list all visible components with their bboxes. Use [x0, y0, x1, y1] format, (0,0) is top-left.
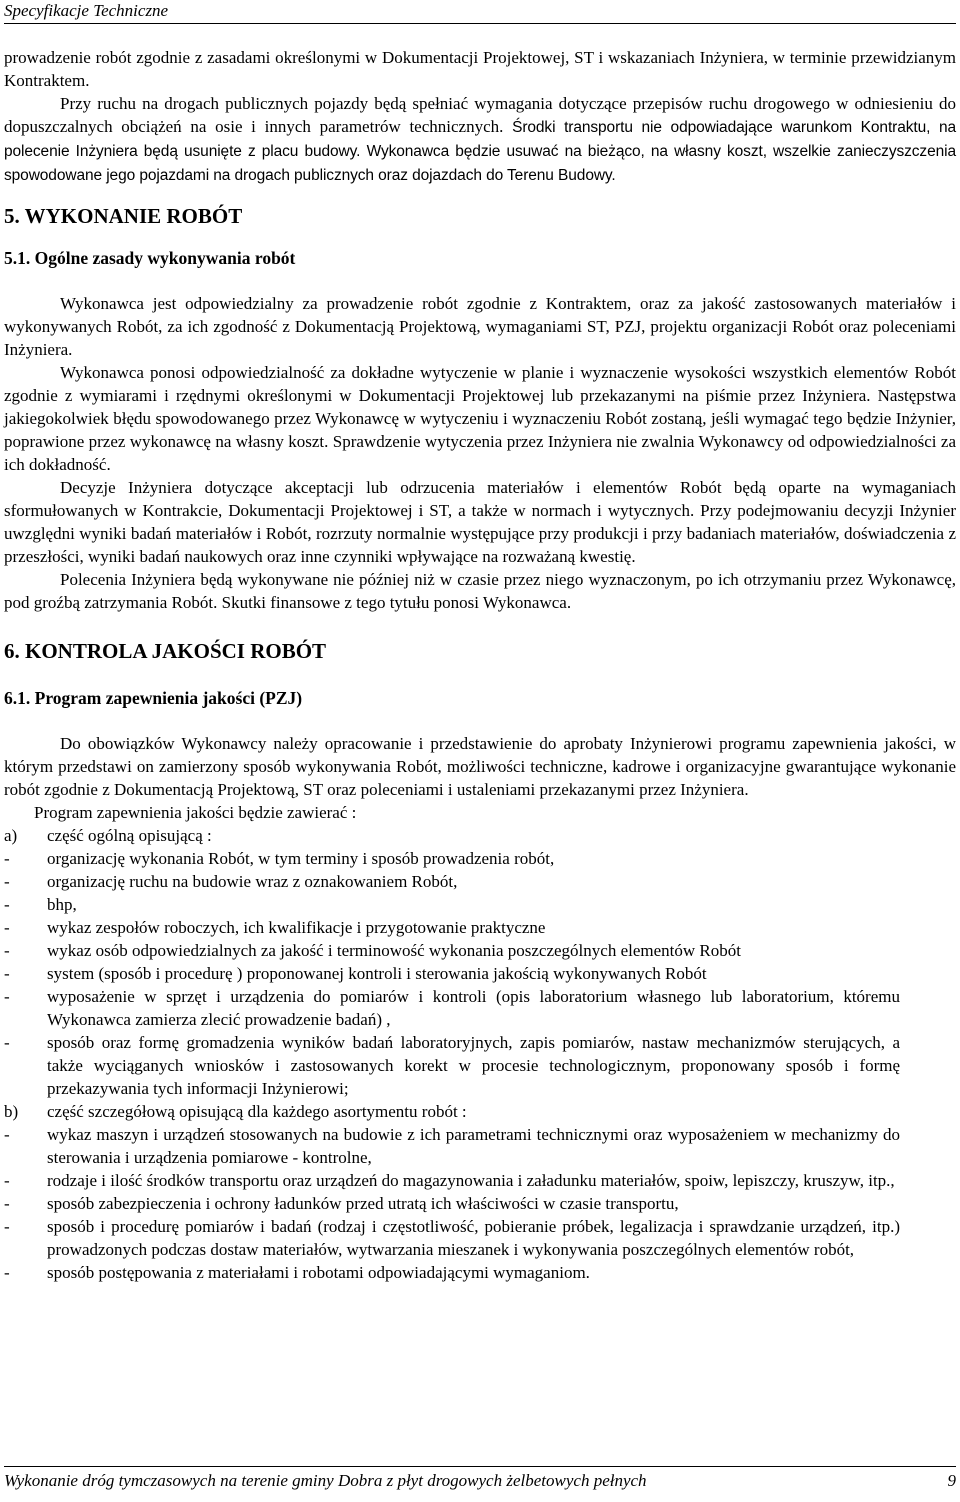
- list-marker: -: [4, 1171, 10, 1190]
- list-marker: -: [4, 1033, 10, 1052]
- list-marker: -: [4, 987, 10, 1006]
- list-marker: -: [4, 872, 10, 891]
- header-title: Specyfikacje Techniczne: [4, 1, 169, 20]
- subsection-heading-5-1: 5.1. Ogólne zasady wykonywania robót: [4, 248, 296, 268]
- page-footer: [4, 1466, 956, 1497]
- list-marker: -: [4, 849, 10, 868]
- list-marker: -: [4, 1263, 10, 1282]
- list-marker: a): [4, 826, 18, 845]
- list-item: [4, 1215, 956, 1261]
- list-item: [4, 1169, 956, 1192]
- section-heading-6: 6. KONTROLA JAKOŚCI ROBÓT: [4, 639, 327, 663]
- subsection-heading-6-1: 6.1. Program zapewnienia jakości (PZJ): [4, 688, 303, 708]
- paragraph: Wykonawca ponosi odpowiedzialność za dokładne wytyczenie w planie i wyznaczenie wysokości wszystkich elementów Robót zgodnie z wymiarami i rzędnymi określonymi w Dokumentacji Projektowej lub przekazanymi na piśmie przez Inżyniera. Następstwa jakiegokolwiek błędu spowodowanego przez Wykonawcę w wytyczeniu i wyznaczeniu Robót zostaną, jeśli wymagać tego będzie Inżynier, poprawione przez wykonawcę na własny koszt. Sprawdzenie wytyczenia przez Inżyniera nie zwalnia Wykonawcy od odpowiedzialności za ich dokładność.: [4, 363, 956, 474]
- list-item-text: rodzaje i ilość środków transportu oraz urządzeń do magazynowania i załadunku materiałów, spoiw, lepiszczy, kruszyw, itp.,: [47, 1171, 895, 1190]
- list-marker: -: [4, 895, 10, 914]
- list-marker: -: [4, 1217, 10, 1236]
- document-body: [4, 46, 956, 1284]
- paragraph-text-sans: Wykonawca będzie usuwać na bieżąco, na własny koszt, wszelkie zanieczyszczenia spowodowane jego pojazdami na drogach publicznych oraz dojazdach do Terenu Budowy.: [4, 143, 956, 184]
- list-item: [4, 939, 956, 962]
- list-item-text: wykaz osób odpowiedzialnych za jakość i terminowość wykonania poszczególnych elementów Robót: [47, 941, 741, 960]
- paragraph-text-sans: Środki transportu nie odpowiadające warunkom Kontraktu, na polecenie Inżyniera będą usunięte z placu budowy.: [4, 119, 957, 160]
- paragraph: Do obowiązków Wykonawcy należy opracowanie i przedstawienie do aprobaty Inżynierowi programu zapewnienia jakości, w którym przedstawi on zamierzony sposób wykonywania Robót, możliwości techniczne, kadrowe i organizacyjne gwarantujące wykonanie robót zgodnie z Dokumentacją Projektową, ST oraz poleceniami i ustaleniami przekazanymi przez Inżyniera.: [4, 734, 956, 799]
- list-item-text: sposób i procedurę pomiarów i badań (rodzaj i częstotliwość, pobieranie próbek, legalizacja i sprawdzanie urządzeń, itp.) prowadzonych podczas dostaw materiałów, wytwarzania mieszanek i wykonywania poszczególnych elementów robót,: [47, 1217, 900, 1259]
- list-item-text: część ogólną opisującą :: [47, 826, 212, 845]
- list-item: [4, 916, 956, 939]
- list-marker: b): [4, 1102, 19, 1121]
- list-item: [4, 1031, 956, 1100]
- list-item: [4, 1100, 956, 1123]
- paragraph-text: Przy ruchu na drogach publicznych pojazdy będą spełniać wymagania dotyczące przepisów ruchu drogowego w odniesieniu do dopuszczalnych obciążeń na osie i innych parametrów technicznych.: [4, 94, 956, 136]
- paragraph: [4, 92, 956, 187]
- list-marker: -: [4, 964, 10, 983]
- paragraph: prowadzenie robót zgodnie z zasadami określonymi w Dokumentacji Projektowej, ST i wskazaniach Inżyniera, w terminie przewidzianym Kontraktem.: [4, 48, 956, 90]
- footer-text: Wykonanie dróg tymczasowych na terenie gminy Dobra z płyt drogowych żelbetowych pełnych: [4, 1471, 647, 1490]
- list-item-text: sposób postępowania z materiałami i robotami odpowiadającymi wymaganiom.: [47, 1263, 590, 1282]
- paragraph: Decyzje Inżyniera dotyczące akceptacji lub odrzucenia materiałów i elementów Robót będą oparte na wymaganiach sformułowanych w Kontrakcie, Dokumentacji Projektowej i ST, a także w normach i wytycznych. Przy podejmowaniu decyzji Inżynier uwzględni wyniki badań materiałów i Robót, rozrzuty normalnie występujące przy produkcji i przy badaniach materiałów, doświadczenia z przeszłości, wyniki badań naukowych oraz inne czynniki wpływające na rozważaną kwestię.: [4, 478, 956, 566]
- list-item-text: sposób oraz formę gromadzenia wyników badań laboratoryjnych, zapis pomiarów, nastaw mechanizmów sterujących, a także wyciąganych wniosków i zastosowanych korekt w procesie technologicznym, proponowany sposób i formę przekazywania tych informacji Inżynierowi;: [47, 1033, 900, 1098]
- list-item: [4, 824, 956, 847]
- list-item-text: organizację wykonania Robót, w tym terminy i sposób prowadzenia robót,: [47, 849, 555, 868]
- list-item: [4, 847, 956, 870]
- list-item: [4, 1123, 956, 1169]
- paragraph: Wykonawca jest odpowiedzialny za prowadzenie robót zgodnie z Kontraktem, oraz za jakość zastosowanych materiałów i wykonywanych Robót, za ich zgodność z Dokumentacją Projektową, wymaganiami ST, PZJ, projektu organizacji Robót oraz poleceniami Inżyniera.: [4, 294, 956, 359]
- page-number: 9: [947, 1471, 956, 1490]
- list-item: [4, 893, 956, 916]
- list-item-text: wyposażenie w sprzęt i urządzenia do pomiarów i kontroli (opis laboratorium własnego lub laboratorium, któremu Wykonawca zamierza zlecić prowadzenie badań) ,: [47, 987, 900, 1029]
- list-marker: -: [4, 941, 10, 960]
- list-marker: -: [4, 1194, 10, 1213]
- list-item: [4, 1192, 956, 1215]
- list-item: [4, 1261, 956, 1284]
- paragraph: Program zapewnienia jakości będzie zawierać :: [34, 803, 357, 822]
- requirements-list: [4, 824, 956, 1284]
- paragraph: Polecenia Inżyniera będą wykonywane nie później niż w czasie przez niego wyznaczonym, po ich otrzymaniu przez Wykonawcę, pod groźbą zatrzymania Robót. Skutki finansowe z tego tytułu ponosi Wykonawca.: [4, 570, 956, 612]
- list-item-text: sposób zabezpieczenia i ochrony ładunków przed utratą ich właściwości w czasie transportu,: [47, 1194, 679, 1213]
- list-item-text: organizację ruchu na budowie wraz z oznakowaniem Robót,: [47, 872, 458, 891]
- page-header: [4, 0, 956, 24]
- list-marker: -: [4, 1125, 10, 1144]
- list-marker: -: [4, 918, 10, 937]
- list-item-text: wykaz zespołów roboczych, ich kwalifikacje i przygotowanie praktyczne: [47, 918, 546, 937]
- list-item: [4, 985, 956, 1031]
- list-item-text: wykaz maszyn i urządzeń stosowanych na budowie z ich parametrami technicznymi oraz wyposażeniem w mechanizmy do sterowania i urządzenia pomiarowe - kontrolne,: [47, 1125, 900, 1167]
- list-item-text: część szczegółową opisującą dla każdego asortymentu robót :: [47, 1102, 467, 1121]
- list-item-text: bhp,: [47, 895, 77, 914]
- list-item: [4, 870, 956, 893]
- section-heading-5: 5. WYKONANIE ROBÓT: [4, 204, 243, 228]
- list-item: [4, 962, 956, 985]
- list-item-text: system (sposób i procedurę ) proponowanej kontroli i sterowania jakością wykonywanych Robót: [47, 964, 707, 983]
